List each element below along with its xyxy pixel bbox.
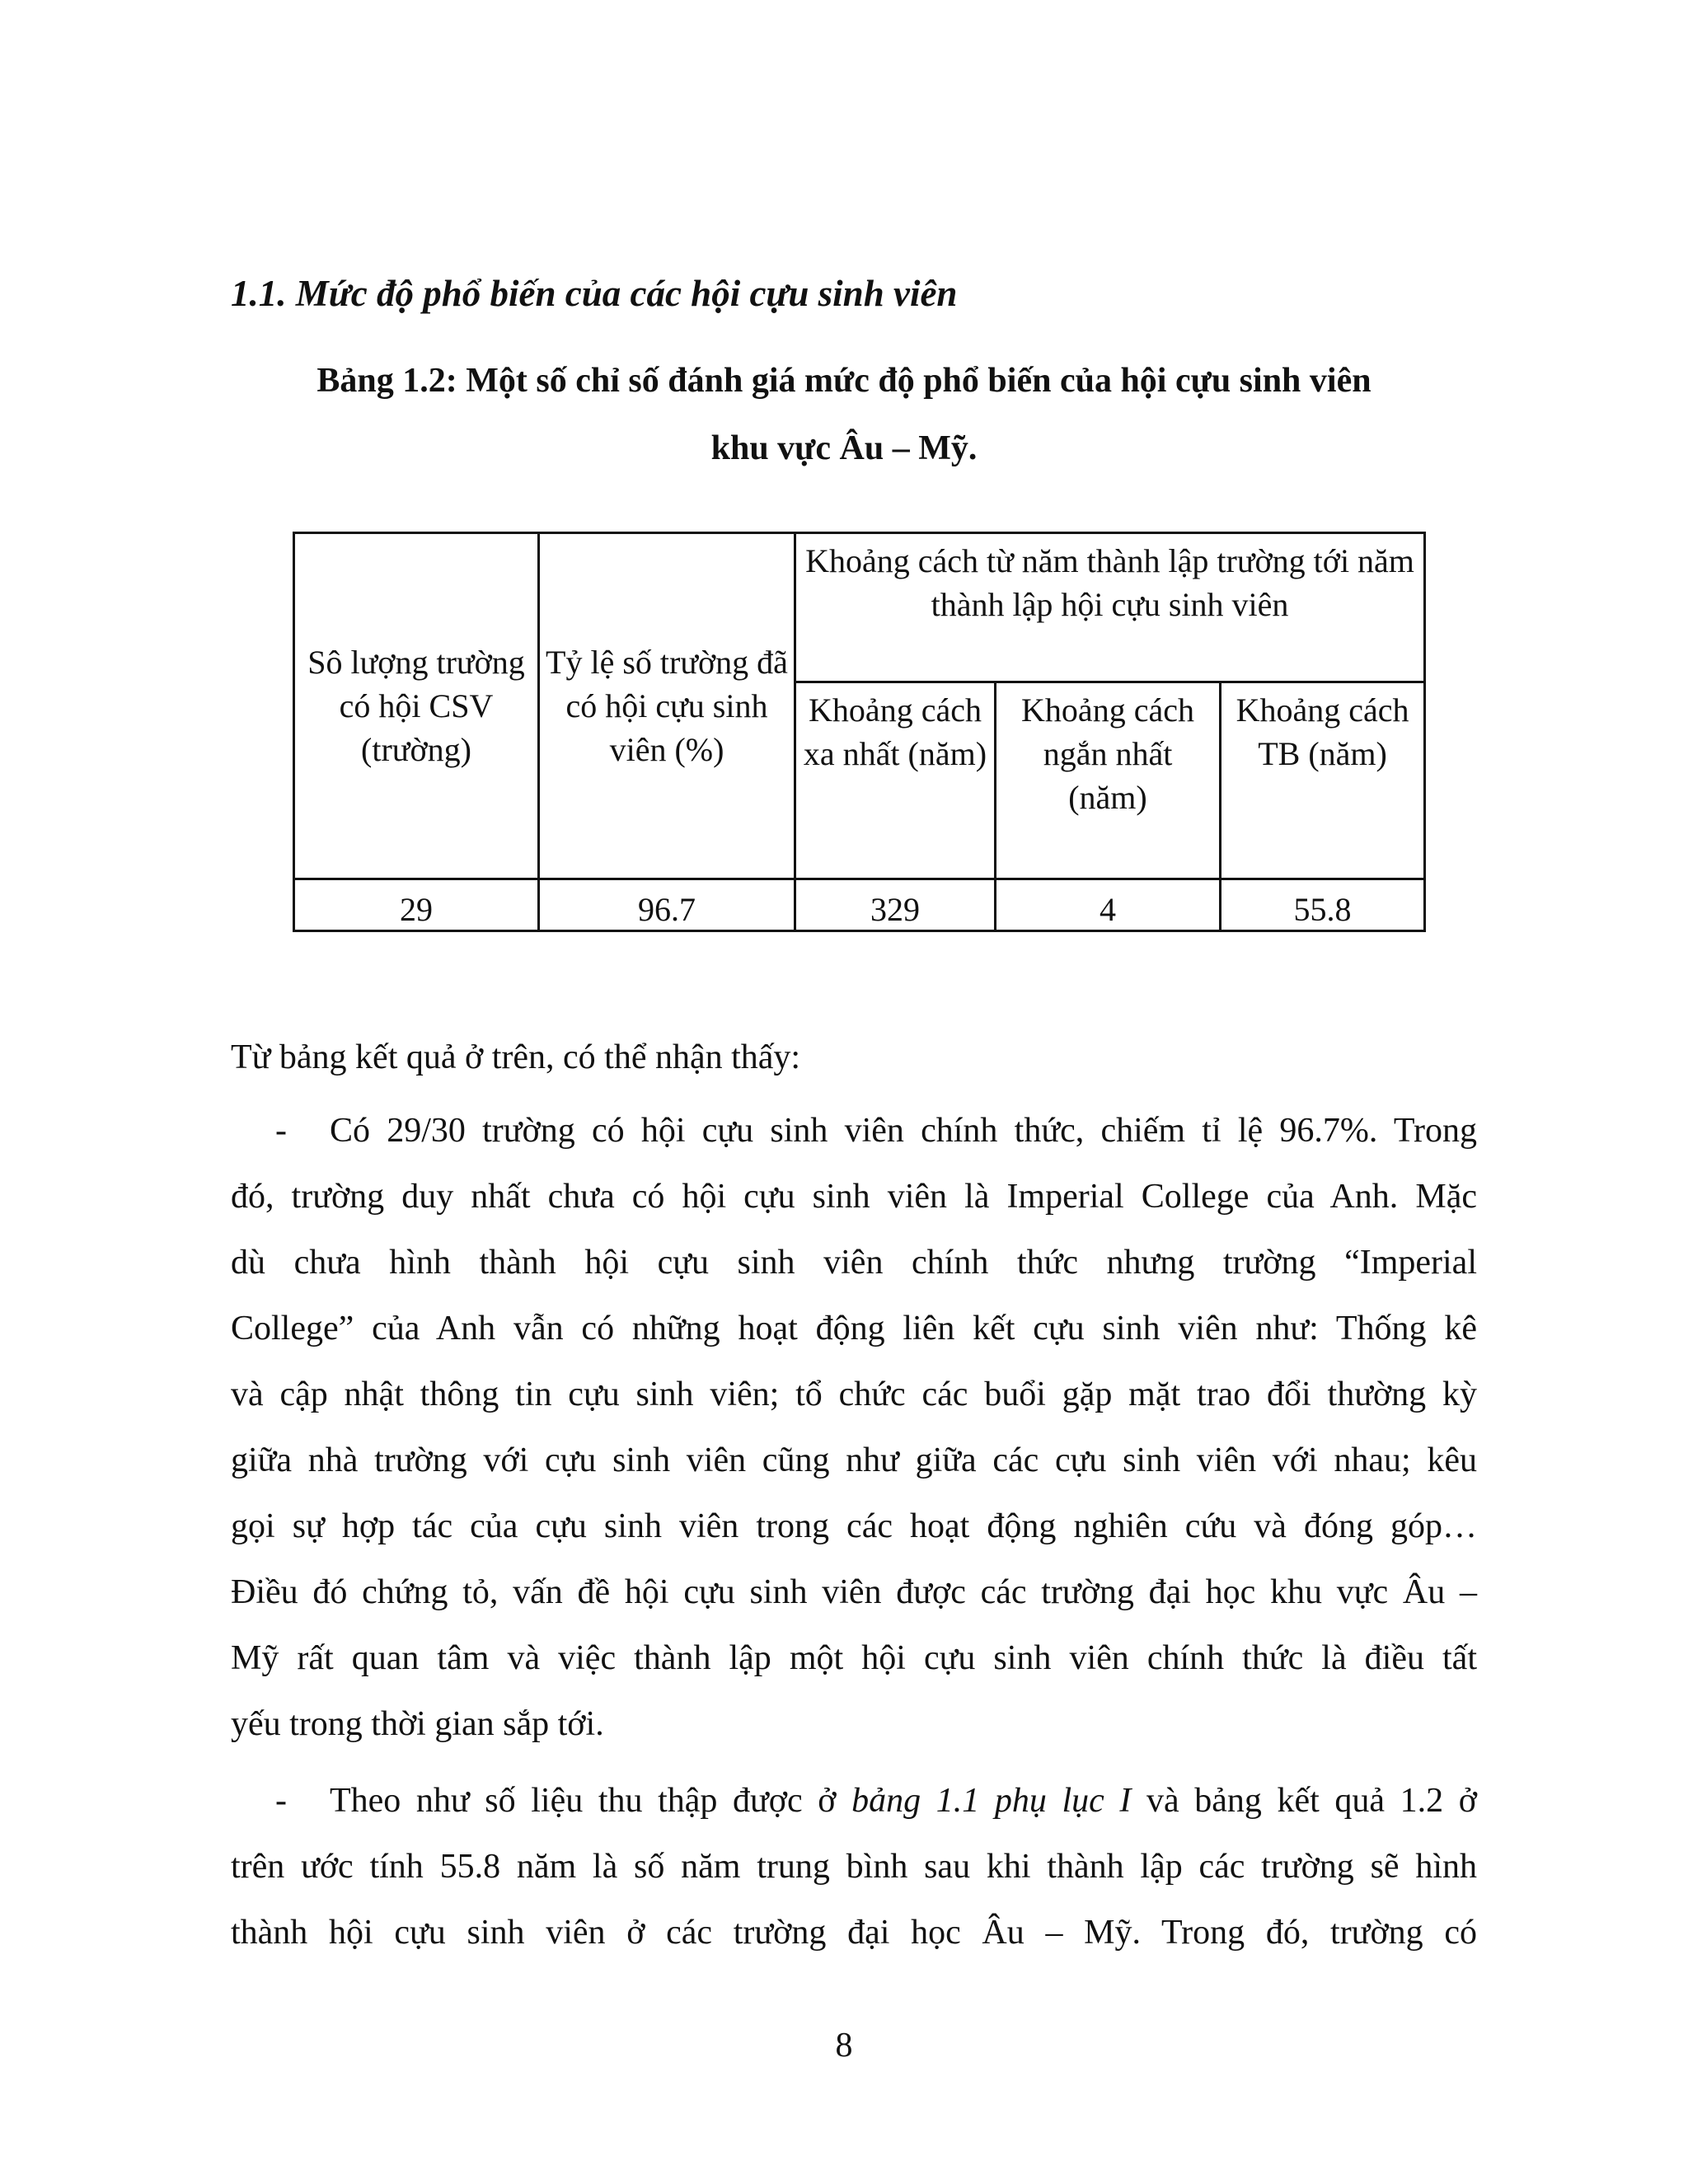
paragraph-line: trên ước tính 55.8 năm là số năm trung bình sau khi thành lập các trường sẽ hình <box>231 1848 1477 1886</box>
cell-max-distance: 329 <box>795 879 996 931</box>
paragraph-line: thành hội cựu sinh viên ở các trường đại học Âu – Mỹ. Trong đó, trường có <box>231 1914 1477 1952</box>
paragraph-line: Có 29/30 trường có hội cựu sinh viên chính thức, chiếm tỉ lệ 96.7%. Trong <box>330 1112 1477 1150</box>
paragraph-line: đó, trường duy nhất chưa có hội cựu sinh viên là Imperial College của Anh. Mặc <box>231 1178 1477 1216</box>
bullet-dash: - <box>275 1112 287 1150</box>
bullet-paragraph-1 <box>231 1098 1477 1757</box>
header-avg-distance: Khoảng cách TB (năm) <box>1221 682 1425 879</box>
cell-avg-distance: 55.8 <box>1221 879 1425 931</box>
bullet-dash: - <box>275 1782 287 1820</box>
paragraph-line: dù chưa hình thành hội cựu sinh viên chính thức nhưng trường “Imperial <box>231 1244 1477 1282</box>
cell-percentage: 96.7 <box>539 879 795 931</box>
table-caption-line-1: Bảng 1.2: Một số chỉ số đánh giá mức độ phổ biến của hội cựu sinh viên <box>316 362 1372 400</box>
cell-school-count: 29 <box>294 879 539 931</box>
paragraph-line: Theo như số liệu thu thập được ở bảng 1.1 phụ lục I và bảng kết quả 1.2 ở <box>330 1782 1478 1820</box>
header-max-distance: Khoảng cách xa nhất (năm) <box>795 682 996 879</box>
appendix-reference: bảng 1.1 phụ lục I <box>851 1782 1132 1820</box>
header-percentage: Tỷ lệ số trường đã có hội cựu sinh viên (%) <box>539 533 795 879</box>
header-school-count: Sô lượng trường có hội CSV (trường) <box>294 533 539 879</box>
paragraph-line: College” của Anh vẫn có những hoạt động liên kết cựu sinh viên như: Thống kê <box>231 1310 1477 1347</box>
header-min-distance: Khoảng cách ngắn nhất (năm) <box>996 682 1221 879</box>
table-row <box>294 879 1425 931</box>
table-caption-line-2: khu vực Âu – Mỹ. <box>710 429 978 467</box>
paragraph-line: giữa nhà trường với cựu sinh viên cũng như giữa các cựu sinh viên với nhau; kêu <box>231 1441 1477 1479</box>
paragraph-line: và cập nhật thông tin cựu sinh viên; tổ chức các buổi gặp mặt trao đổi thường kỳ <box>231 1376 1477 1413</box>
cell-min-distance: 4 <box>996 879 1221 931</box>
bullet-paragraph-2 <box>231 1768 1477 1966</box>
data-table <box>293 532 1426 932</box>
page-number: 8 <box>835 2027 853 2064</box>
intro-text: Từ bảng kết quả ở trên, có thể nhận thấy: <box>231 1038 801 1076</box>
paragraph-line: gọi sự hợp tác của cựu sinh viên trong các hoạt động nghiên cứu và đóng góp… <box>231 1507 1477 1545</box>
section-heading: 1.1. Mức độ phổ biến của các hội cựu sinh viên <box>231 273 958 314</box>
paragraph-line: Mỹ rất quan tâm và việc thành lập một hội cựu sinh viên chính thức là điều tất <box>231 1639 1477 1677</box>
paragraph-line: Điều đó chứng tỏ, vấn đề hội cựu sinh viên được các trường đại học khu vực Âu – <box>231 1573 1477 1611</box>
paragraph-line: yếu trong thời gian sắp tới. <box>231 1705 604 1743</box>
header-distance-group: Khoảng cách từ năm thành lập trường tới năm thành lập hội cựu sinh viên <box>795 533 1425 682</box>
